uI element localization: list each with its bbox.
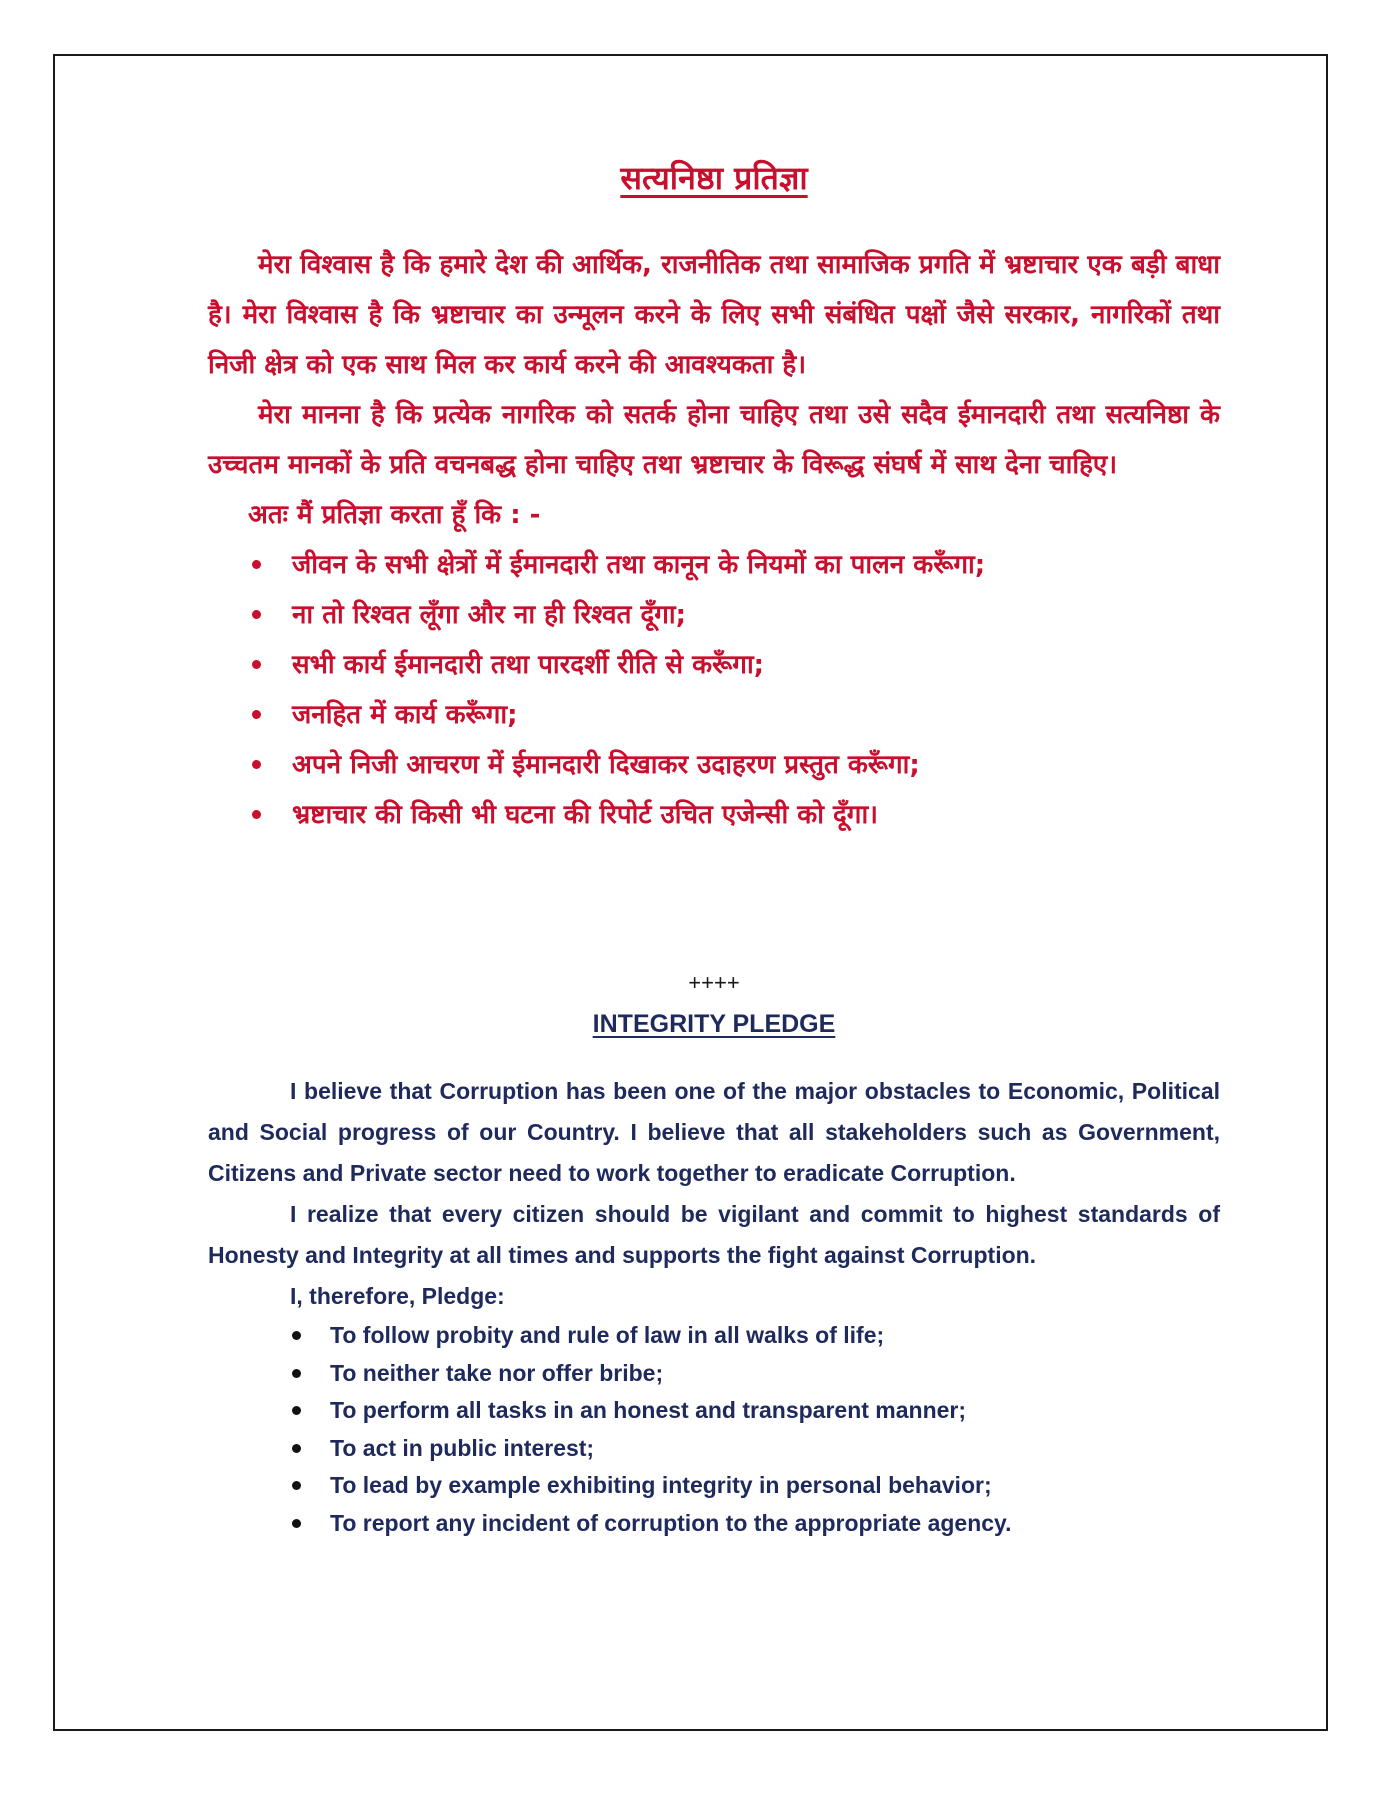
hindi-pledge-item: सभी कार्य ईमानदारी तथा पारदर्शी रीति से करूँगा; [248, 640, 1220, 690]
english-paragraph-2: I realize that every citizen should be vigilant and commit to highest standards of Honesty and Integrity at all times and supports the fight against Corruption. [208, 1201, 1220, 1268]
hindi-pledge-item: जीवन के सभी क्षेत्रों में ईमानदारी तथा कानून के नियमों का पालन करूँगा; [248, 540, 1220, 590]
english-pledge-item: To perform all tasks in an honest and transparent manner; [290, 1392, 1220, 1430]
english-pledge-item: To report any incident of corruption to the appropriate agency. [290, 1505, 1220, 1543]
hindi-pledge-item: अपने निजी आचरण में ईमानदारी दिखाकर उदाहरण प्रस्तुत करूँगा; [248, 740, 1220, 790]
english-body [208, 1071, 1220, 1542]
hindi-pledge-item: ना तो रिश्वत लूँगा और ना ही रिश्वत दूँगा; [248, 590, 1220, 640]
english-pledge-item: To act in public interest; [290, 1430, 1220, 1468]
english-pledge-item: To lead by example exhibiting integrity in personal behavior; [290, 1467, 1220, 1505]
hindi-title: सत्यनिष्ठा प्रतिज्ञा [620, 159, 808, 197]
hindi-pledge-list [208, 540, 1220, 840]
english-paragraph-1: I believe that Corruption has been one of the major obstacles to Economic, Political and Social progress of our Country. I believe that all stakeholders such as Government, Citizens and Private sector need to work together to eradicate Corruption. [208, 1078, 1220, 1186]
hindi-pledge-lead: अतः मैं प्रतिज्ञा करता हूँ कि : - [248, 500, 541, 530]
hindi-paragraph-2: मेरा मानना है कि प्रत्येक नागरिक को सतर्क होना चाहिए तथा उसे सदैव ईमानदारी तथा सत्यनिष्ठा के उच्चतम मानकों के प्रति वचनबद्ध होना चाहिए तथा भ्रष्टाचार के विरूद्ध संघर्ष में साथ देना चाहिए। [208, 400, 1220, 480]
section-separator: ++++ [688, 970, 740, 995]
hindi-paragraph-1: मेरा विश्वास है कि हमारे देश की आर्थिक, राजनीतिक तथा सामाजिक प्रगति में भ्रष्टाचार एक बड़ी बाधा है। मेरा विश्वास है कि भ्रष्टाचार का उन्मूलन करने के लिए सभी संबंधित पक्षों जैसे सरकार, नागरिकों तथा निजी क्षेत्र को एक साथ मिल कर कार्य करने की आवश्यकता है। [208, 250, 1220, 380]
english-pledge-item: To follow probity and rule of law in all walks of life; [290, 1317, 1220, 1355]
hindi-body [208, 240, 1220, 840]
hindi-pledge-item: भ्रष्टाचार की किसी भी घटना की रिपोर्ट उचित एजेन्सी को दूँगा। [248, 790, 1220, 840]
english-pledge-lead: I, therefore, Pledge: [290, 1283, 505, 1309]
english-pledge-list [208, 1317, 1220, 1542]
hindi-pledge-item: जनहित में कार्य करूँगा; [248, 690, 1220, 740]
english-title: INTEGRITY PLEDGE [592, 1010, 836, 1038]
english-pledge-item: To neither take nor offer bribe; [290, 1355, 1220, 1393]
